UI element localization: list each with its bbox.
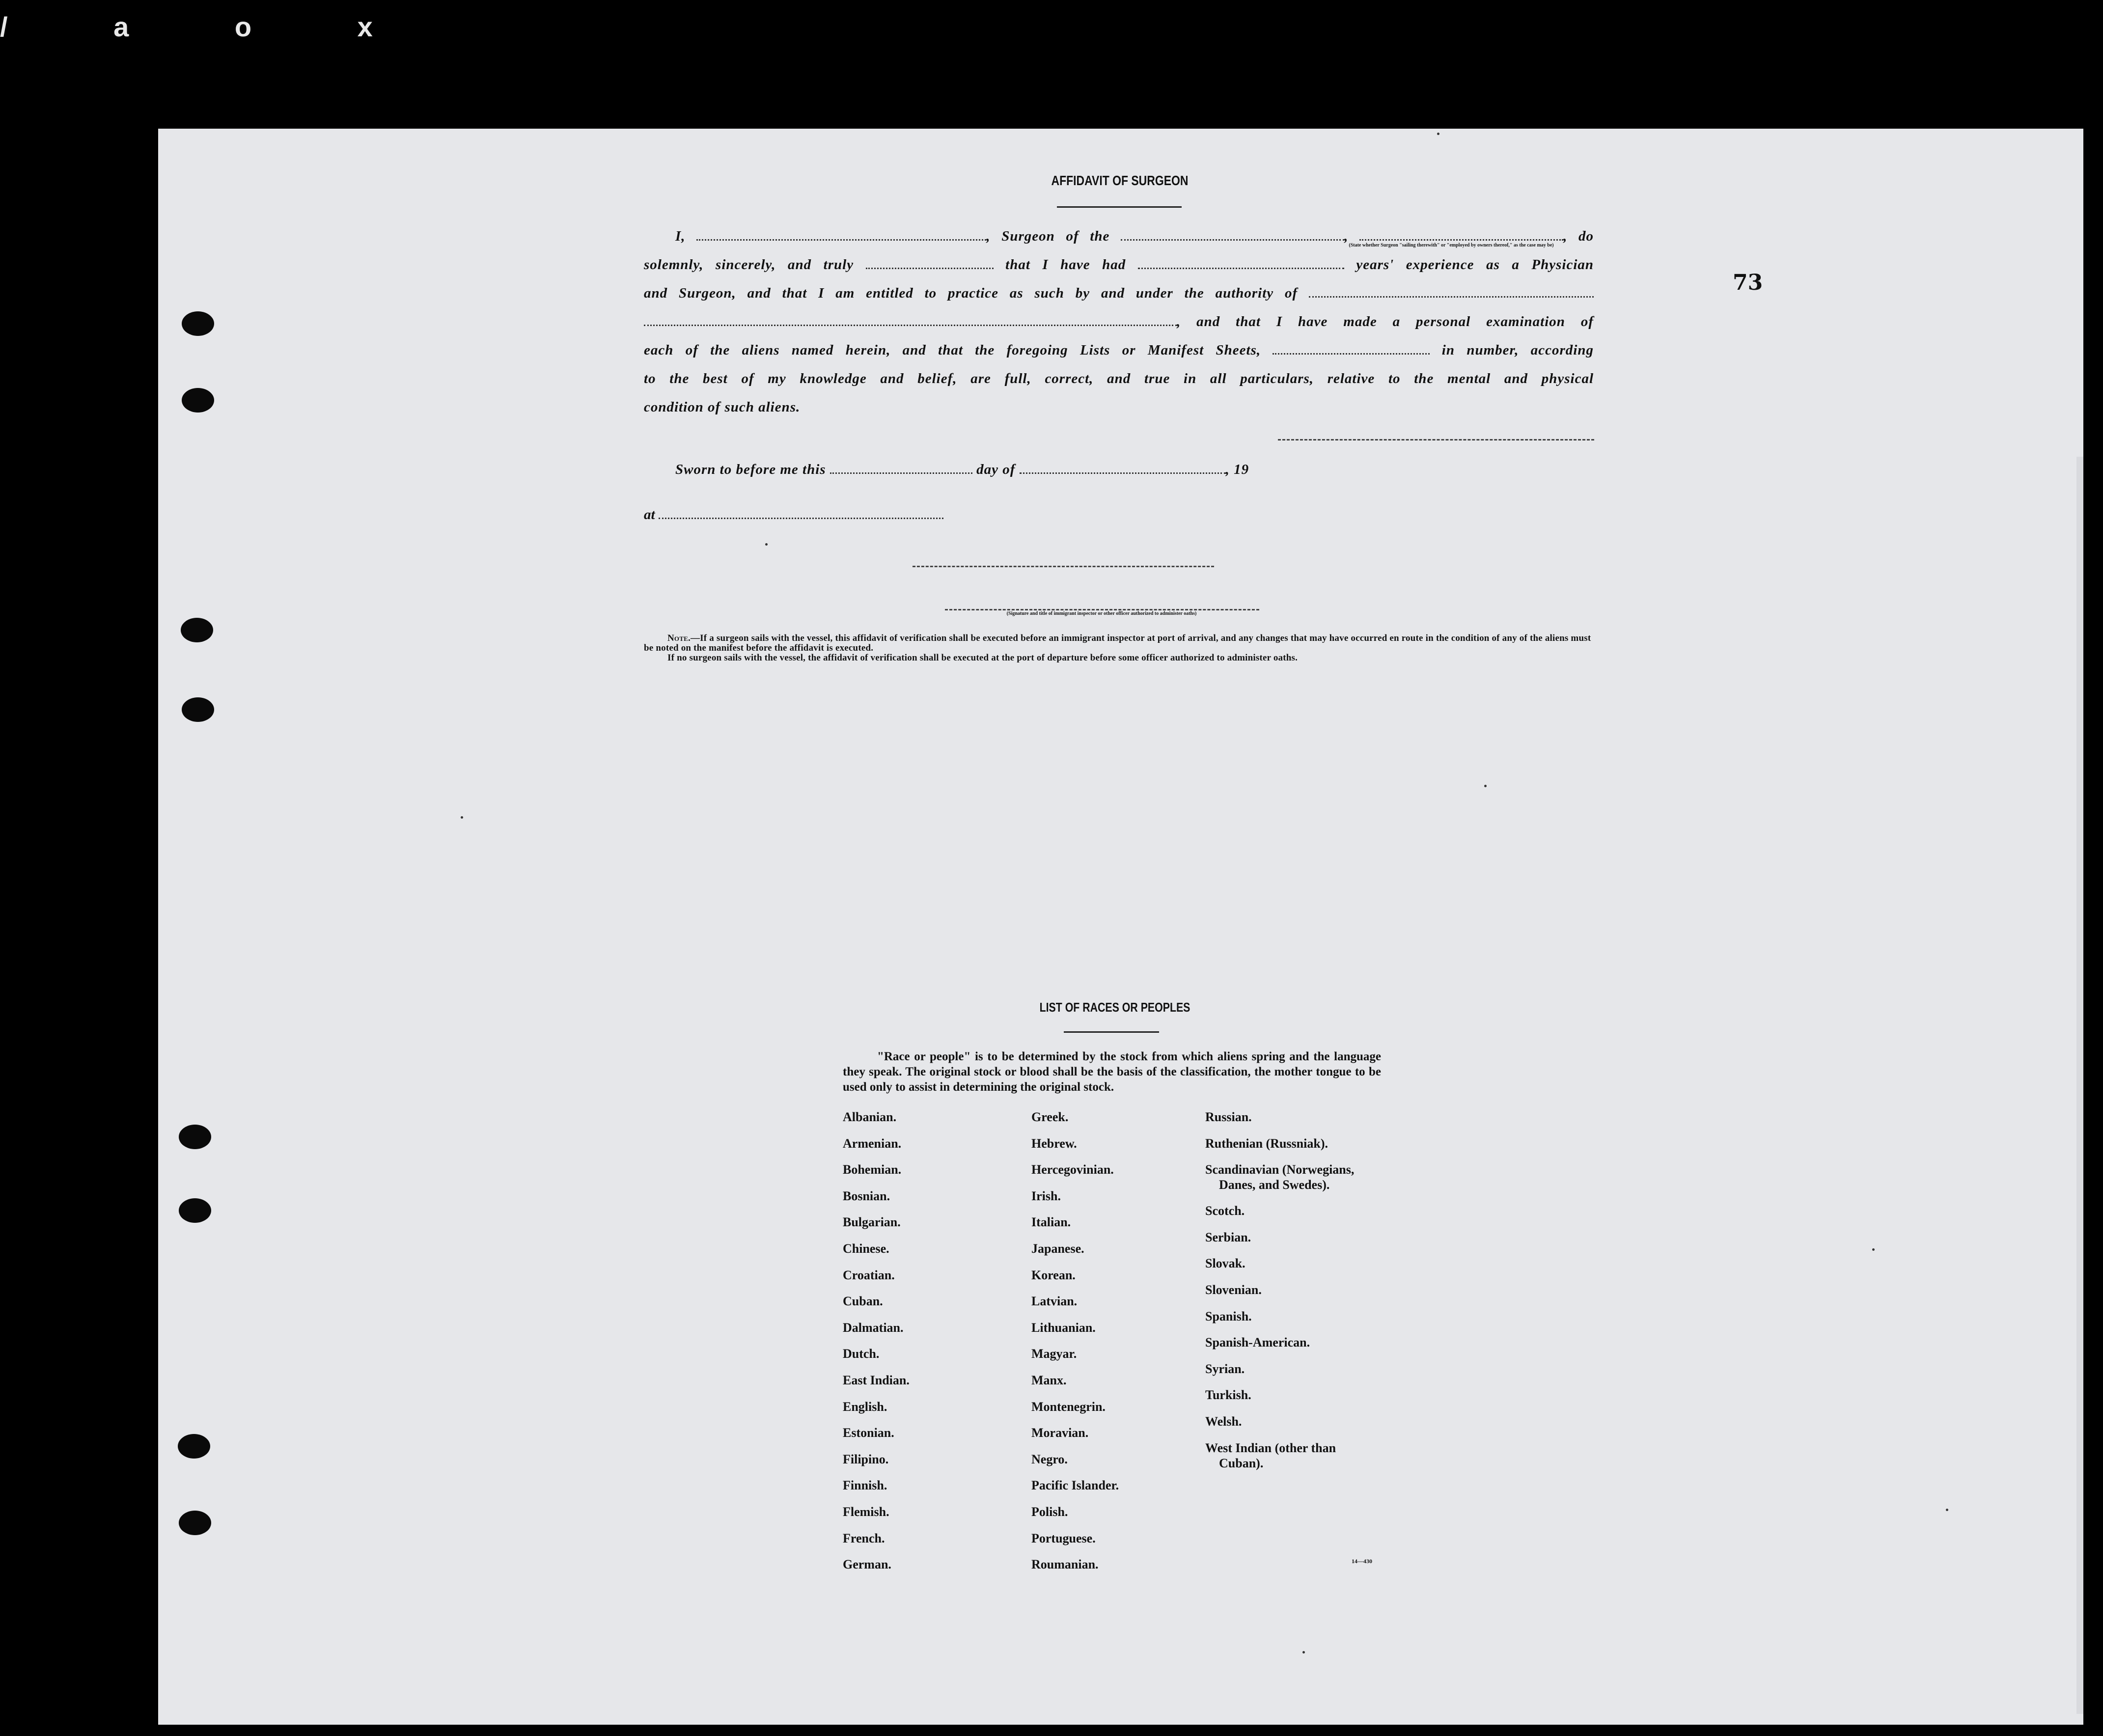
race-item: Hercegovinian. (1031, 1162, 1114, 1177)
blank-field-surgeon-status[interactable] (1359, 228, 1563, 241)
race-item-text: Cuban). (1219, 1456, 1264, 1470)
note-paragraph: —If a surgeon sails with the vessel, this affidavit of verification shall be executed before an immigrant inspector at port of arrival, and any changes that may have occurred en route in the condition of any of the aliens must be noted on the manifest before the affidavit is executed. (644, 633, 1591, 653)
race-item: Irish. (1031, 1188, 1061, 1203)
sheet-edge-shadow (2076, 457, 2083, 1714)
race-item: Lithuanian. (1031, 1320, 1096, 1335)
punch-hole (178, 1434, 210, 1459)
blank-field-sheet-count[interactable] (1273, 342, 1430, 355)
inspector-signature-caption: (Signature and title of immigrant inspector or other officer authorized to administer oaths) (1006, 611, 1197, 616)
location-continuation-line[interactable] (913, 566, 1214, 567)
affidavit-title: AFFIDAVIT OF SURGEON (1051, 173, 1189, 188)
races-title: LIST OF RACES OR PEOPLES (1039, 1000, 1190, 1015)
race-item: Pacific Islander. (1031, 1478, 1119, 1493)
race-item: Greek. (1031, 1110, 1069, 1124)
race-item: Serbian. (1205, 1230, 1251, 1244)
races-column-3 (1205, 1104, 1354, 1476)
race-item: Croatian. (843, 1268, 895, 1282)
affidavit-text: condition of such aliens. (644, 399, 801, 415)
race-item: Portuguese. (1031, 1531, 1096, 1545)
punch-hole (181, 618, 213, 642)
race-item: Bulgarian. (843, 1215, 901, 1230)
race-item: Slovenian. (1205, 1282, 1262, 1297)
race-item-text: Danes, and Swedes). (1219, 1178, 1330, 1192)
race-item: Italian. (1031, 1215, 1071, 1230)
races-column-1 (843, 1104, 910, 1578)
race-item: Bosnian. (843, 1188, 890, 1203)
punch-hole (182, 697, 214, 722)
punch-hole (179, 1198, 211, 1223)
affidavit-text: in number, according (1441, 342, 1594, 358)
race-item: Scotch. (1205, 1204, 1245, 1218)
blank-field-surgeon-name[interactable] (696, 228, 986, 241)
race-item: Hebrew. (1031, 1136, 1077, 1151)
affidavit-line (644, 279, 1594, 307)
race-item: Russian. (1205, 1110, 1252, 1124)
scan-speck (1484, 785, 1487, 787)
note-label: Note. (667, 633, 691, 643)
blank-field-oath[interactable] (866, 257, 994, 269)
race-item: English. (843, 1399, 887, 1414)
race-item (1205, 1435, 1354, 1476)
frame-mark: a (113, 11, 178, 42)
race-item: Chinese. (843, 1241, 889, 1256)
frame-mark: / (0, 11, 57, 42)
race-item-text: West Indian (other than (1205, 1440, 1336, 1455)
affidavit-line (644, 250, 1594, 279)
race-item: Armenian. (843, 1136, 902, 1151)
race-item: Bohemian. (843, 1162, 902, 1177)
race-item: Moravian. (1031, 1426, 1089, 1440)
title-underline (1057, 206, 1182, 208)
blank-field-authority[interactable] (1309, 285, 1594, 298)
race-item: Polish. (1031, 1504, 1068, 1519)
sworn-text: Sworn to before me this (675, 462, 826, 477)
affidavit-line (644, 393, 1594, 421)
scan-speck (1437, 133, 1439, 135)
affidavit-text: to the best of my knowledge and belief, are full, correct, and true in all particulars, relative to the mental and physical (644, 371, 1594, 386)
scan-speck (1946, 1509, 1948, 1511)
race-item: Spanish. (1205, 1309, 1252, 1323)
blank-field-location[interactable] (659, 507, 943, 519)
race-item: Latvian. (1031, 1294, 1078, 1309)
affidavit-body (644, 222, 1594, 421)
race-item: Japanese. (1031, 1241, 1084, 1256)
frame-mark: x (357, 11, 422, 42)
race-item: Roumanian. (1031, 1557, 1099, 1572)
blank-field-years[interactable] (1138, 257, 1344, 269)
race-item-text: Scandinavian (Norwegians, (1205, 1162, 1355, 1177)
race-item: Manx. (1031, 1373, 1067, 1387)
race-item: Magyar. (1031, 1347, 1077, 1361)
film-frame-marks (0, 0, 422, 43)
at-label: at (644, 507, 655, 523)
sworn-statement (675, 462, 1249, 478)
sworn-location (644, 507, 943, 523)
race-item: Dutch. (843, 1347, 880, 1361)
scan-speck (765, 543, 768, 546)
race-item: Korean. (1031, 1268, 1076, 1282)
race-item: Negro. (1031, 1452, 1068, 1466)
race-item: Flemish. (843, 1504, 889, 1519)
affidavit-text: and Surgeon, and that I am entitled to practice as such by and under the authority of (644, 285, 1298, 301)
race-item: Montenegrin. (1031, 1399, 1106, 1414)
affidavit-line (644, 336, 1594, 364)
surgeon-signature-line[interactable] (1278, 439, 1594, 441)
race-item: Cuban. (843, 1294, 883, 1309)
sworn-text: , 19 (1225, 462, 1249, 477)
frame-mark: o (234, 11, 301, 42)
races-intro: "Race or people" is to be determined by the stock from which aliens spring and the language they speak. The original stock or blood shall be the basis of the classification, the mother tongue to be used only to assist in determining the original stock. (843, 1050, 1381, 1094)
affidavit-text: solemnly, sincerely, and truly (644, 257, 854, 273)
blank-field-vessel[interactable] (1121, 228, 1344, 241)
race-item: Slovak. (1205, 1256, 1245, 1271)
race-item (1205, 1157, 1354, 1198)
affidavit-text: years' experience as a Physician (1356, 257, 1594, 273)
note-paragraph: If no surgeon sails with the vessel, the affidavit of verification shall be executed at the port of departure before some officer authorized to administer oaths. (667, 653, 1298, 663)
race-item: German. (843, 1557, 891, 1572)
race-item: French. (843, 1531, 885, 1545)
race-item: Albanian. (843, 1110, 897, 1124)
affidavit-text: , do (1563, 228, 1594, 244)
surgeon-status-instruction: (State whether Surgeon "sailing therewith" or "employed by owners thereof," as the case may be) (1349, 243, 1554, 248)
blank-field-sworn-month[interactable] (1020, 462, 1226, 474)
scan-speck (461, 816, 463, 819)
affidavit-text: , Surgeon of the (986, 228, 1110, 244)
affidavit-note (644, 634, 1594, 663)
race-item: Ruthenian (Russniak). (1205, 1136, 1328, 1151)
affidavit-text: that I have had (1005, 257, 1126, 273)
scan-speck (1872, 1248, 1875, 1251)
race-item: Dalmatian. (843, 1320, 904, 1335)
affidavit-text: each of the aliens named herein, and that the foregoing Lists or Manifest Sheets, (644, 342, 1261, 358)
affidavit-line (644, 307, 1594, 336)
race-item: Finnish. (843, 1478, 887, 1493)
page-number: 73 (1733, 270, 1763, 295)
affidavit-text: , (1344, 228, 1349, 244)
punch-hole (182, 311, 214, 336)
races-column-2 (1031, 1104, 1119, 1578)
blank-field-authority-continued[interactable] (644, 314, 1177, 326)
form-code: 14—430 (1352, 1558, 1372, 1565)
punch-hole (179, 1125, 211, 1149)
race-item: Estonian. (843, 1426, 894, 1440)
race-item: Welsh. (1205, 1414, 1242, 1429)
punch-hole (179, 1511, 211, 1535)
affidavit-line (644, 364, 1594, 393)
affidavit-text: I, (675, 228, 686, 244)
blank-field-sworn-day[interactable] (830, 462, 972, 474)
sworn-text: day of (976, 462, 1016, 477)
races-title-underline (1064, 1031, 1159, 1033)
race-item: Turkish. (1205, 1388, 1251, 1403)
affidavit-text: , and that I have made a personal examination of (1177, 314, 1594, 330)
race-item: Filipino. (843, 1452, 889, 1466)
race-item: Spanish-American. (1205, 1335, 1310, 1350)
inspector-signature-line[interactable] (945, 609, 1259, 610)
race-item: East Indian. (843, 1373, 910, 1387)
punch-hole (182, 388, 214, 413)
scan-speck (1302, 1651, 1305, 1653)
race-item: Syrian. (1205, 1361, 1245, 1376)
